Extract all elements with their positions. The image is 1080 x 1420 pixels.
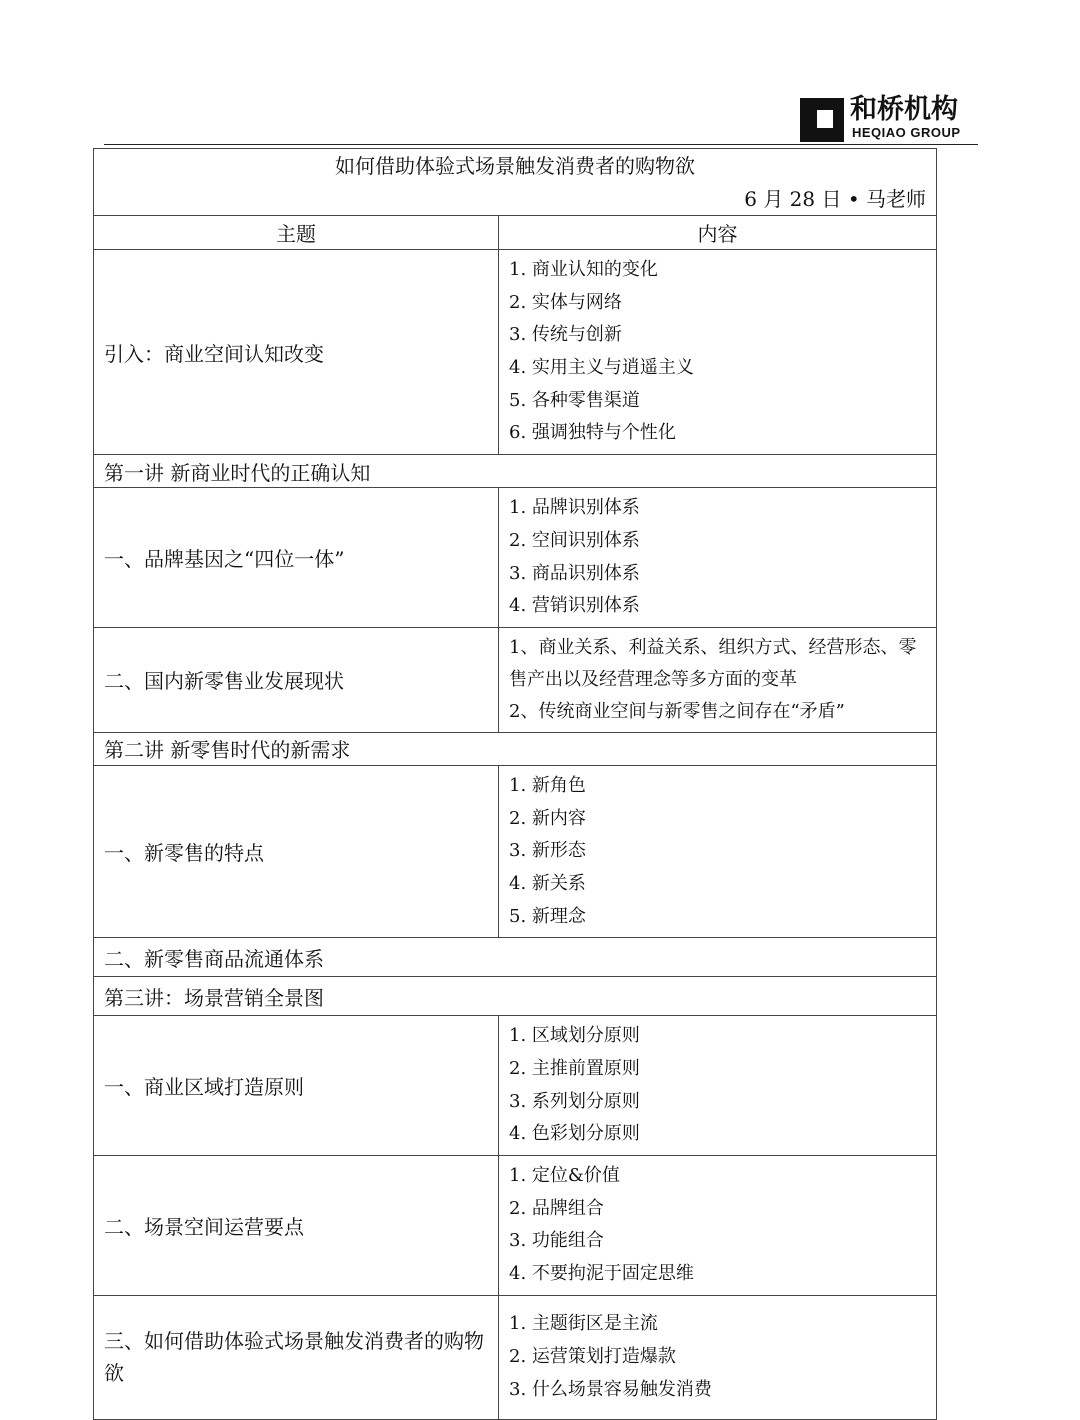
table-row bbox=[94, 250, 937, 455]
lecture-heading: 第一讲 新商业时代的正确认知 bbox=[94, 455, 937, 488]
topic-cell: 二、国内新零售业发展现状 bbox=[94, 627, 499, 732]
lecture-row bbox=[94, 455, 937, 488]
list-item: 3. 新形态 bbox=[509, 840, 586, 862]
table-row bbox=[94, 1016, 937, 1156]
header-divider bbox=[104, 144, 978, 145]
list-item: 2. 新内容 bbox=[509, 807, 586, 829]
list-item: 4. 营销识别体系 bbox=[509, 595, 640, 617]
table-row bbox=[94, 627, 937, 732]
content-cell bbox=[499, 765, 937, 937]
list-item: 1. 商业认知的变化 bbox=[509, 259, 658, 280]
logo-square-icon bbox=[800, 98, 844, 142]
course-schedule-table bbox=[93, 148, 937, 1420]
topic-cell: 一、商业区域打造原则 bbox=[94, 1016, 499, 1156]
content-cell bbox=[499, 250, 937, 455]
list-item: 3. 功能组合 bbox=[509, 1230, 604, 1252]
column-header-row bbox=[94, 216, 937, 250]
topic-cell: 一、品牌基因之“四位一体” bbox=[94, 488, 499, 628]
content-cell bbox=[499, 1016, 937, 1156]
list-item: 1. 区域划分原则 bbox=[509, 1025, 640, 1047]
topic-cell: 三、如何借助体验式场景触发消费者的购物欲 bbox=[94, 1295, 499, 1419]
table-row bbox=[94, 1295, 937, 1419]
topic-cell: 一、新零售的特点 bbox=[94, 765, 499, 937]
list-item: 1、商业关系、利益关系、组织方式、经营形态、零售产出以及经营理念等多方面的变革 bbox=[509, 636, 917, 690]
list-item: 1. 品牌识别体系 bbox=[509, 497, 640, 519]
heqiao-logo bbox=[800, 96, 960, 144]
list-item: 5. 新理念 bbox=[509, 905, 586, 927]
list-item: 4. 色彩划分原则 bbox=[509, 1123, 640, 1145]
list-item: 4. 新关系 bbox=[509, 872, 586, 894]
list-item: 2. 实体与网络 bbox=[509, 291, 622, 313]
document-title: 如何借助体验式场景触发消费者的购物欲 bbox=[335, 154, 695, 178]
title-cell bbox=[94, 149, 937, 216]
list-item: 1. 主题街区是主流 bbox=[509, 1313, 658, 1335]
topic-only-row bbox=[94, 938, 937, 977]
topic-cell: 引入：商业空间认知改变 bbox=[94, 250, 499, 455]
lecture-row bbox=[94, 977, 937, 1016]
list-item: 1. 定位&价值 bbox=[509, 1165, 620, 1187]
list-item: 6. 强调独特与个性化 bbox=[509, 422, 676, 444]
list-item: 4. 实用主义与逍遥主义 bbox=[509, 357, 694, 379]
list-item: 3. 传统与创新 bbox=[509, 324, 622, 346]
table-row bbox=[94, 1156, 937, 1296]
list-item: 3. 商品识别体系 bbox=[509, 562, 640, 584]
content-cell bbox=[499, 1156, 937, 1296]
logo-chinese-name: 和桥机构 bbox=[850, 94, 958, 125]
list-item: 2. 运营策划打造爆款 bbox=[509, 1345, 676, 1367]
content-cell bbox=[499, 488, 937, 628]
list-item: 5. 各种零售渠道 bbox=[509, 389, 640, 411]
content-cell bbox=[499, 1295, 937, 1419]
table-row bbox=[94, 765, 937, 937]
date-speaker: 6 月 28 日 • 马老师 bbox=[744, 187, 926, 211]
list-item: 3. 系列划分原则 bbox=[509, 1090, 640, 1112]
list-item: 2. 空间识别体系 bbox=[509, 529, 640, 551]
list-item: 3. 什么场景容易触发消费 bbox=[509, 1378, 712, 1400]
logo-english-name: HEQIAO GROUP bbox=[852, 125, 961, 140]
topic-cell: 二、场景空间运营要点 bbox=[94, 1156, 499, 1296]
lecture-heading: 第三讲：场景营销全景图 bbox=[94, 977, 937, 1016]
title-row bbox=[94, 149, 937, 216]
list-item: 4. 不要拘泥于固定思维 bbox=[509, 1263, 694, 1285]
list-item: 2、传统商业空间与新零售之间存在“矛盾” bbox=[509, 700, 845, 722]
list-item: 1. 新角色 bbox=[509, 774, 586, 796]
content-cell bbox=[499, 627, 937, 732]
column-header-content: 内容 bbox=[499, 216, 937, 250]
lecture-row bbox=[94, 732, 937, 765]
list-item: 2. 主推前置原则 bbox=[509, 1058, 640, 1079]
column-header-topic: 主题 bbox=[94, 216, 499, 250]
topic-heading: 二、新零售商品流通体系 bbox=[94, 938, 937, 977]
table-row bbox=[94, 488, 937, 628]
list-item: 2. 品牌组合 bbox=[509, 1197, 604, 1219]
lecture-heading: 第二讲 新零售时代的新需求 bbox=[94, 732, 937, 765]
